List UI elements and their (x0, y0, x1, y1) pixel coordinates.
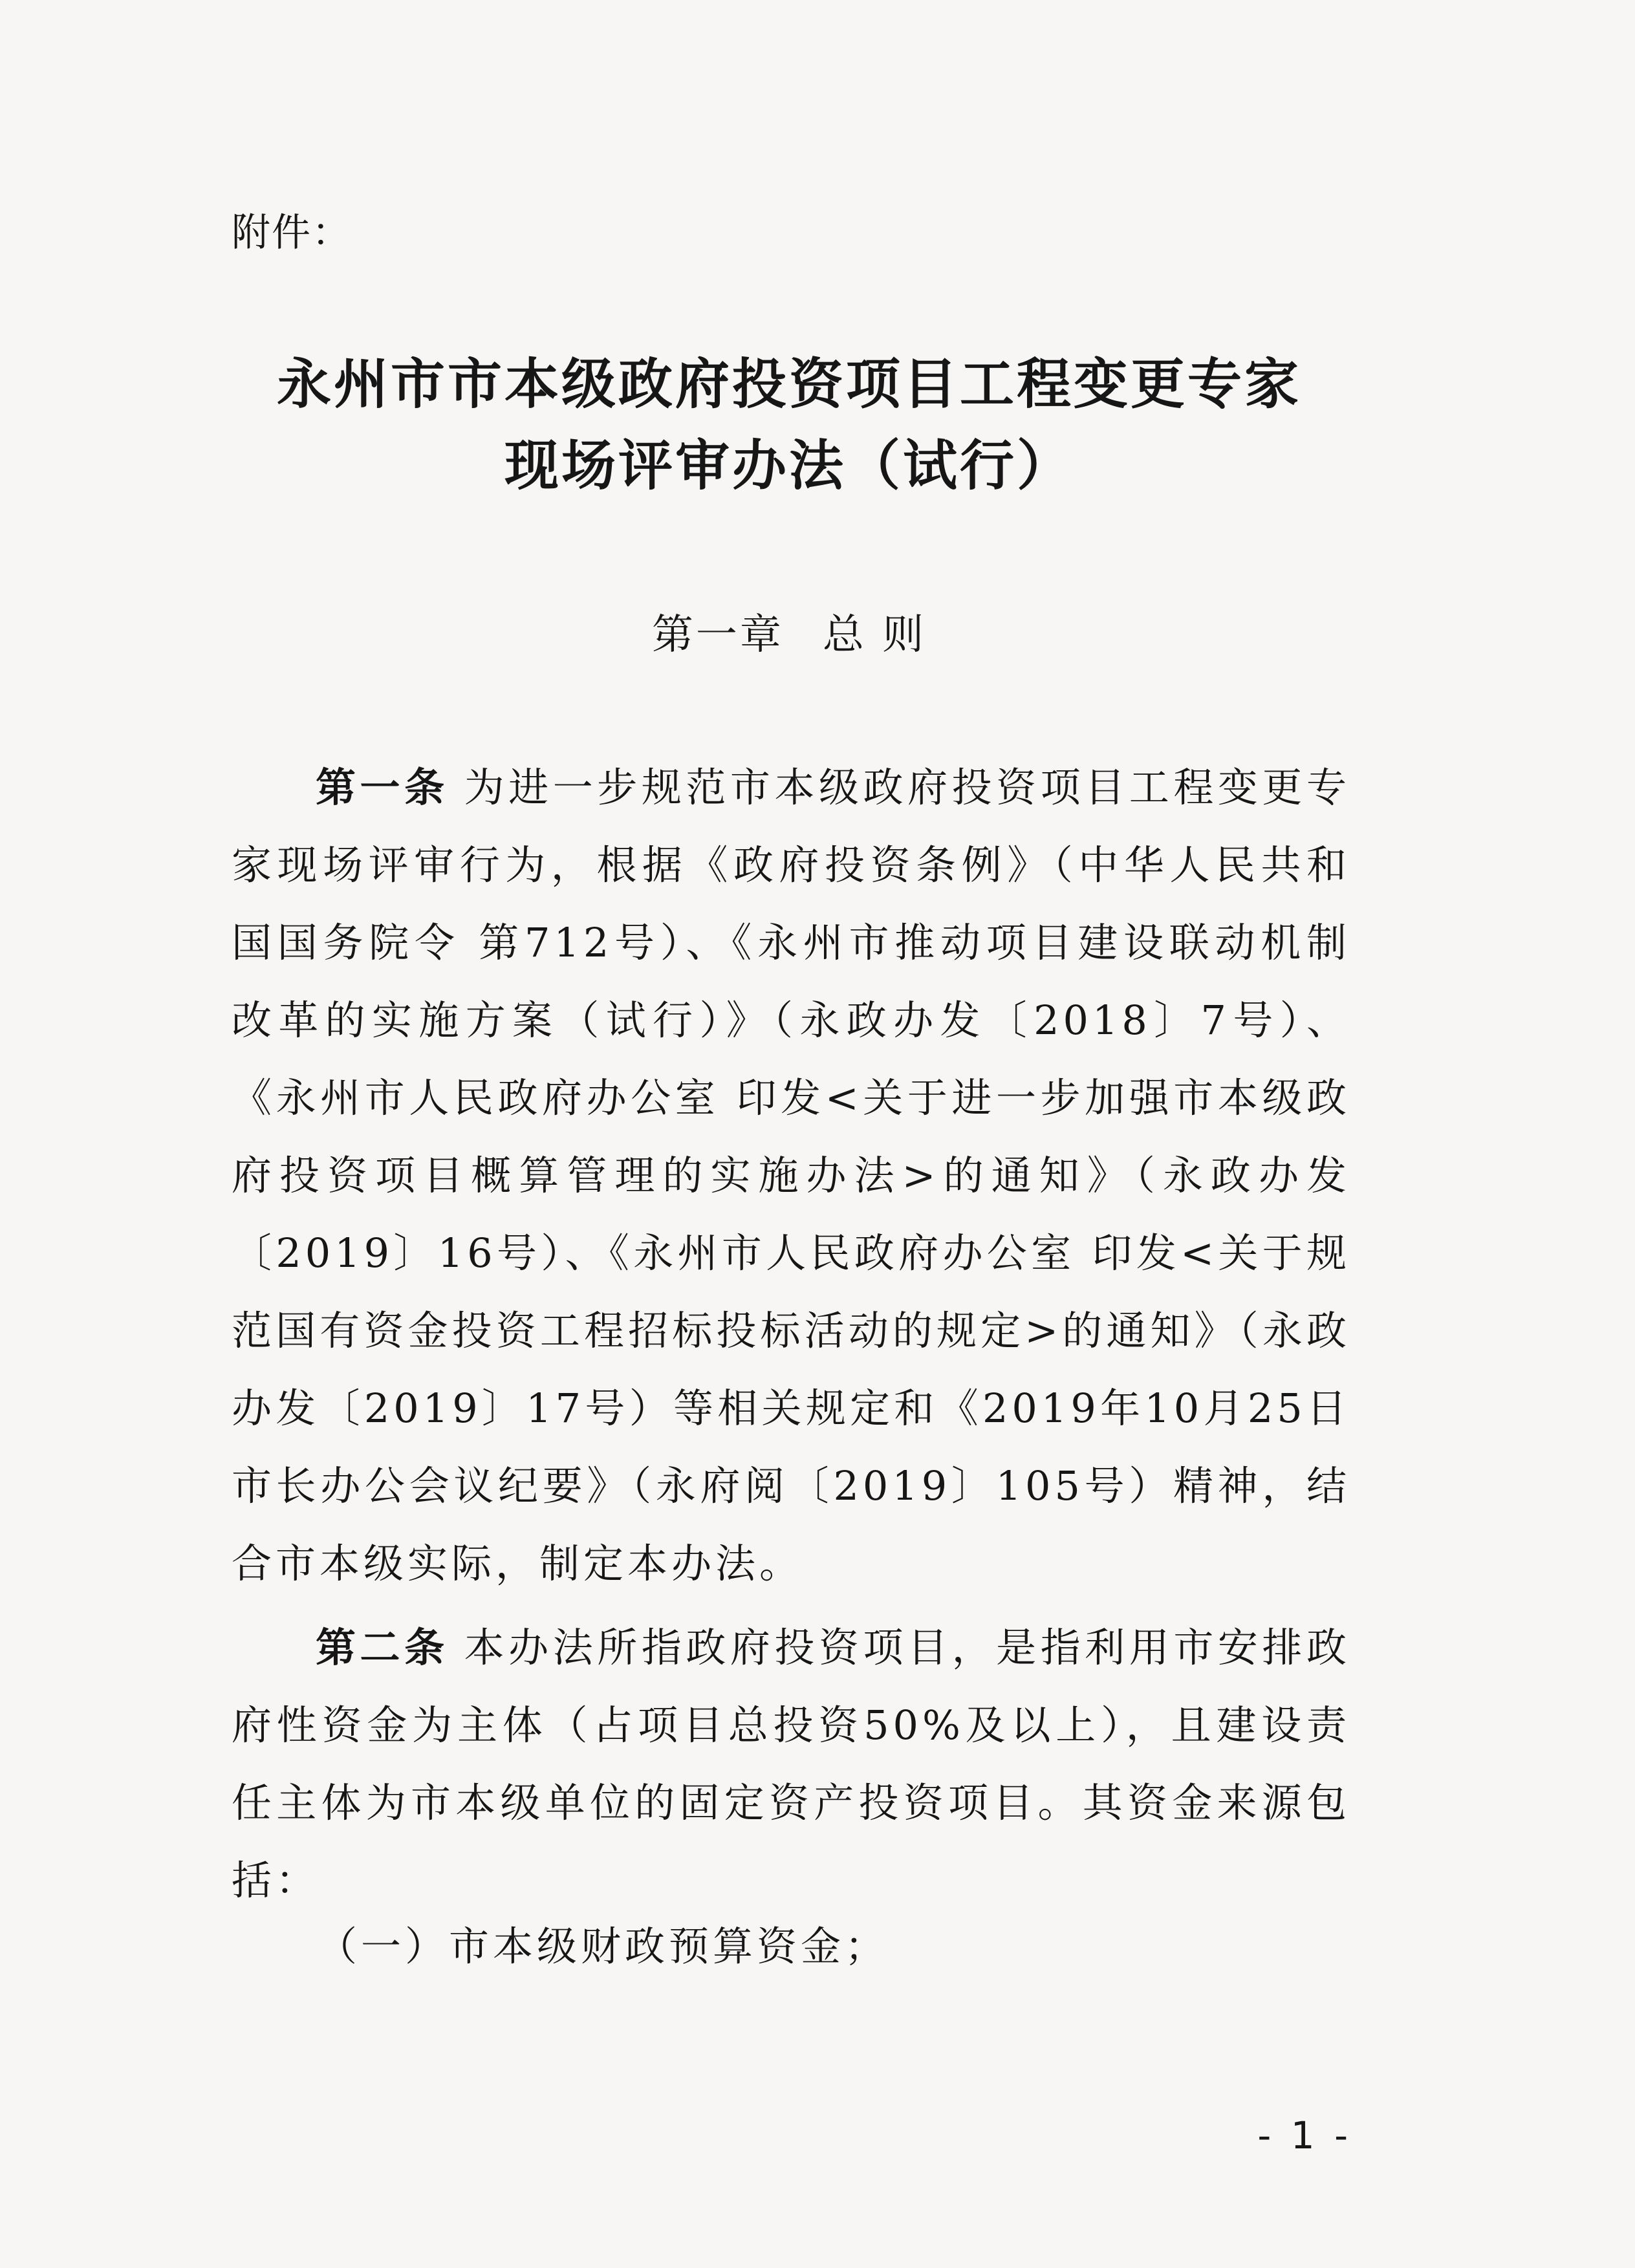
article-1-text: 为进一步规范市本级政府投资项目工程变更专家现场评审行为，根据《政府投资条例》（中华人民共和国国务院令 第712号）、《永州市推动项目建设联动机制改革的实施方案（试行）》（永政办发〔2018〕7号）、《永州市人民政府办公室 印发<关于进一步加强市本级政府投资项目概算管理的实施办法>的通知》（永政办发〔2019〕16号）、《永州市人民政府办公室 印发<关于规范国有资金投资工程招标投标活动的规定>的通知》（永政办发〔2019〕17号）等相关规定和《2019年10月25日市长办公会议纪要》（永府阅〔2019〕105号）精神，结合市本级实际，制定本办法。 (232, 764, 1350, 1587)
list-item-1: （一）市本级财政预算资金； (317, 1923, 889, 1970)
attachment-label: 附件： (232, 210, 352, 255)
article-2-lead: 第二条 (316, 1624, 449, 1671)
article-1-lead: 第一条 (316, 764, 449, 811)
page-number: - 1 - (1257, 2113, 1352, 2157)
article-2-text: 本办法所指政府投资项目，是指利用市安排政府性资金为主体（占项目总投资50%及以上），且建设责任主体为市本级单位的固定资产投资项目。其资金来源包括： (232, 1624, 1350, 1904)
chapter-name: 总 则 (822, 611, 927, 659)
chapter-heading (194, 601, 1384, 661)
document-title-line-2: 现场评审办法（试行） (504, 434, 1074, 497)
document-title-line-1: 永州市市本级政府投资项目工程变更专家 (276, 352, 1301, 416)
chapter-number: 第一章 (651, 611, 784, 659)
article-1 (232, 749, 1350, 1603)
article-2 (232, 1609, 1350, 1919)
